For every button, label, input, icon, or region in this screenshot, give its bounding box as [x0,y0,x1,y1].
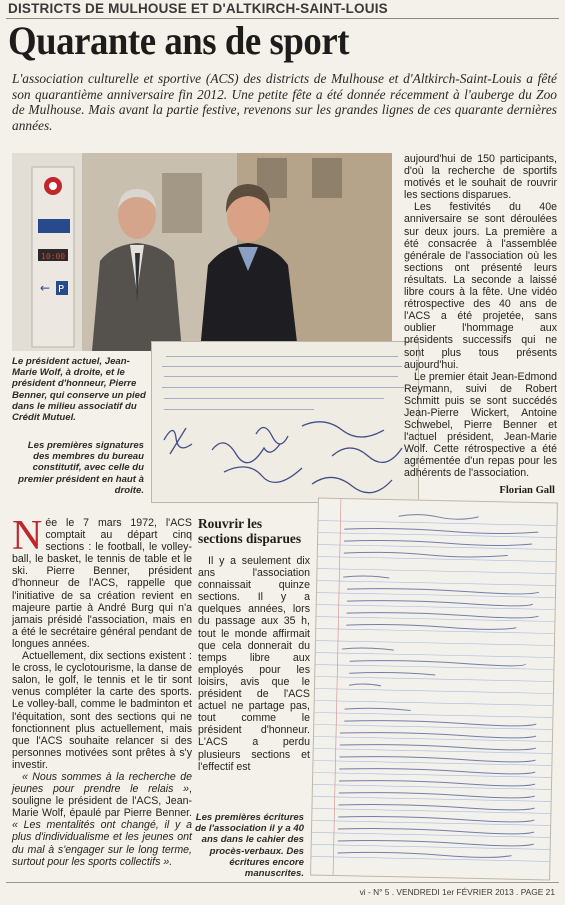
article-author: Florian Gall [499,485,555,496]
right-paragraph-1: aujourd'hui de 150 participants, d'où la recherche de sportifs motivés et le souhait de rouvrir les sections disparues. [404,153,557,202]
signatures-caption: Les premières signatures des membres du bureau constitutif, avec celle du premier président en haut à droite. [18,440,144,496]
article-headline: Quarante ans de sport [8,18,349,63]
photo-caption: Le président actuel, Jean-Marie Wolf, à droite, et le président d'honneur, Pierre Benner, qui conserve un pied dans le milieu associatif du Crédit Mutuel. [12,356,146,424]
section-subhead: Rouvrir les sections disparues [198,516,302,546]
register-caption: Les premières écritures de l'association il y a 40 ans dans le cahier des procès-verbaux. Des écritures encore manuscrites. [195,812,304,880]
left-paragraph-2: Actuellement, dix sections existent : le cross, le cyclotourisme, la danse de salon, le golf, le tennis et le tir sont venus compléter la carte des sports. Le volley-ball, comme le badminton et l'équitation, sont des sections qui ne fonctionnent plus actuellement, mais que l'ACS souhaite relancer si des personnes motivées sont prêtes à s'y investir. [12,650,192,771]
svg-text:P: P [58,284,65,295]
drop-cap: N [12,513,43,559]
left-column-text [12,513,192,868]
middle-column-text [198,555,310,773]
left-quote-1: « Nous sommes à la recherche de jeunes pour prendre le relais » [12,770,192,796]
middle-paragraph-1: Il y a seulement dix ans l'association connaissait quinze sections. Il y a quelques années, lors du passage aux 35 h, tout le monde affirmait que cela donnerait du temps libre aux employés pour les loisirs, avis que le président de l'ACS actuel ne partage pas, tout comme le président d'honneur. L'ACS a perdu plusieurs sections et l'effectif est [198,555,310,773]
right-paragraph-3: Le premier était Jean-Edmond Reymann, suivi de Robert Schmitt puis se sont succédés Jean-Pierre Wickert, Antoine Schwebel, Pierre Benner et l'actuel président, Jean-Marie Wolf. Cette rétrospective a été agrémentée d'un repas pour les adhérents de l'association. [404,370,557,480]
left-paragraph-3: , souligne le président de l'ACS, Jean-Marie Wolf, épaulé par Pierre Benner. [12,783,192,820]
left-paragraph-1: ée le 7 mars 1972, l'ACS comptait au départ cinq sections : le football, le volley-ball, le basket, le tennis de table et le ski. Pierre Benner, président d'honneur de l'ACS, rappelle que l'initiative de sa création revient en majeure partie à André Burg qui n'a jamais présidé l'association, mais en a été le secrétaire général pendant de longues années. [12,517,192,650]
signatures-ink [152,414,418,502]
article-lead: L'association culturelle et sportive (ACS) des districts de Mulhouse et d'Altkirch-Saint-Louis a fêté son quarantième anniversaire fin 2012. Une petite fête a été donnée récemment à l'auberge du Zoo de Mulhouse. Mais avant la partie festive, revenons sur les grandes lignes de ces quarante dernières années. [12,71,557,133]
zoo-sign-time: 10:00 [41,252,66,261]
register-lines [311,499,557,880]
svg-text:←: ← [40,281,51,295]
footer-rule [6,882,559,883]
left-quote-2: « Les mentalités ont changé, il y a plus d'individualisme et les jeunes ont du mal à s'engager sur le long terme, surtout pour les sports collectifs ». [12,819,192,868]
right-paragraph-2: Les festivités du 40e anniversaire se sont déroulées sur deux jours. La première a été consacrée à l'assemblée générale de l'association où les sections ont présenté leurs résultats. La seconde a laissé libre cours à la fête. Une vidéo rétrospective des 40 ans de l'ACS a été projetée, sans oublier l'hommage aux présidents successifs qui ne sont plus tous présents aujourd'hui. [404,201,557,371]
section-kicker: DISTRICTS DE MULHOUSE ET D'ALTKIRCH-SAINT-LOUIS [8,1,388,16]
page-footer: vi - N° 5 . VENDREDI 1er FÉVRIER 2013 . PAGE 21 [359,887,555,897]
signatures-scan [151,341,419,503]
register-scan [310,498,558,881]
right-column-text [404,153,557,480]
presidents-photo [12,153,392,351]
presidents-photo-illustration [12,153,392,351]
